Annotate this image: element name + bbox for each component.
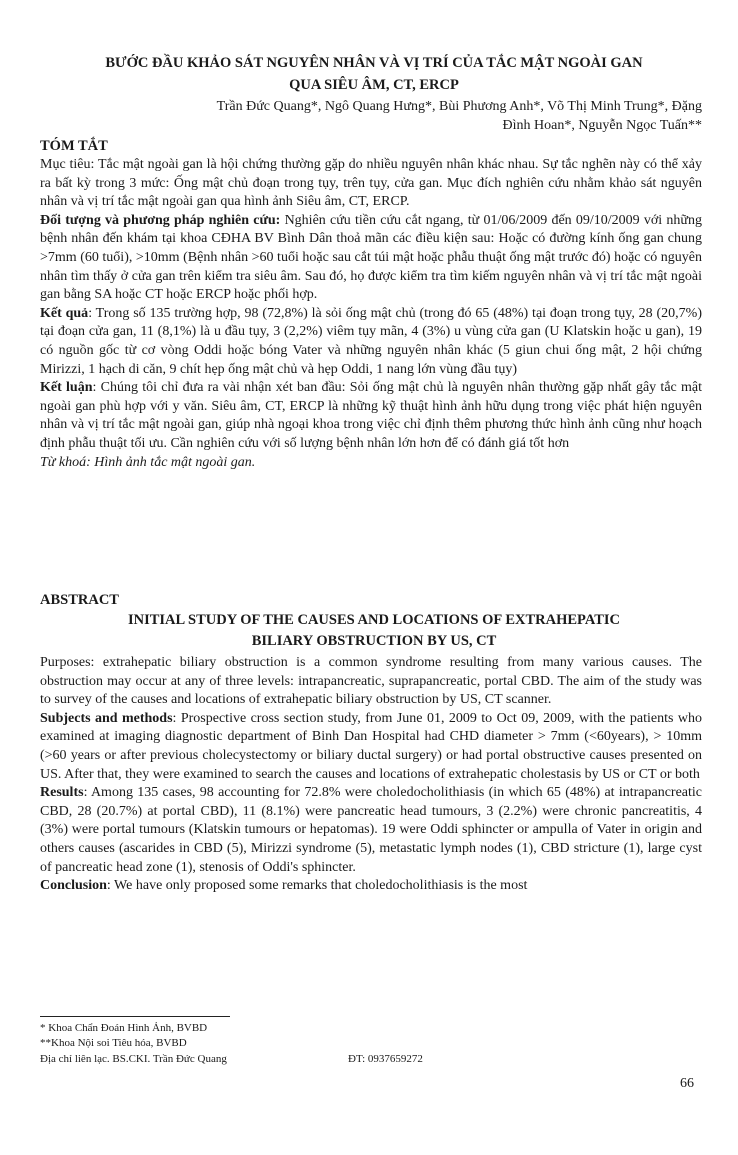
en-abstract-body <box>40 654 702 896</box>
page-number: 66 <box>680 1076 694 1091</box>
en-methods-lead: Subjects and methods <box>40 710 173 726</box>
en-methods-paragraph <box>40 710 702 784</box>
vn-abstract-heading: TÓM TẮT <box>40 138 108 154</box>
vn-conclusion-lead: Kết luận <box>40 380 93 396</box>
footnote-1: * Khoa Chẩn Đoán Hình Ảnh, BVBD <box>40 1022 208 1034</box>
paper-title <box>40 52 708 96</box>
vn-abstract-body <box>40 156 702 472</box>
vn-methods-text: Nghiên cứu tiền cứu cắt ngang, từ 01/06/2009 đến 09/10/2009 với những bệnh nhân đến khám tại khoa CĐHA BV Bình Dân thoả mãn các điều kiện sau: Hoặc có đường kính ống gan chung >7mm (60 tuổi), >10mm (Bệnh nhân >60 tuổi hoặc sau cắt túi mật hoặc phẫu thuật ống mật trước đó) hoặc có nguyên nhân tìm thấy ở cửa gan trên kiểm tra siêu âm. Sau đó, họ được kiểm tra tìm kiếm nguyên nhân và vị trí tắc mật ngoài gan bằng SA hoặc CT hoặc ERCP hoặc phối hợp. <box>40 212 702 303</box>
author-list <box>40 97 702 135</box>
en-results-lead: Results <box>40 785 84 801</box>
vn-purpose-paragraph: Mục tiêu: Tắc mật ngoài gan là hội chứng thường gặp do nhiều nguyên nhân khác nhau. Sự tắc nghẽn này có thể xảy ra bất kỳ trong 3 mức: Ống mật chủ đoạn trong tụy, trên tụy, cửa gan. Mục đích nghiên cứu nhằm khảo sát nguyên nhân và vị trí tắc mật ngoài gan qua hình ảnh Siêu âm, CT, ERCP. <box>40 157 702 210</box>
en-results-text: : Among 135 cases, 98 accounting for 72.8% were choledocholithiasis (in which 65 (48%) at intrapancreatic CBD, 28 (20.7%) at portal CBD), 11 (8.1%) were pancreatic head tumours, 3 (2.2%) were chronic pancreatitis, 4 (3%) were portal tumours (Klatskin tumours or hepatomas). 19 were Oddi sphincter or ampulla of Vater in origin and others causes (ascarides in CBD (5), Mirizzi syndrome (5), metastatic lymph nodes (1), CBD stricture (1), large cyst of pancreatic head zone (1), stenosis of Oddi's sphincter. <box>40 785 702 875</box>
en-methods-text: : Prospective cross section study, from June 01, 2009 to Oct 09, 2009, with the patients who examined at imaging diagnostic department of Binh Dan Hospital had CHD diameter > 7mm (<60years), > 10mm (>60 years or after previous cholecystectomy or biliary ductal surgery) or had portal obstructive causes presented on US. After that, they were examined to search the causes and locations of extrahepatic cholestasis by US or CT or both <box>40 710 702 782</box>
contact-address: Địa chỉ liên lạc. BS.CKI. Trần Đức Quang <box>40 1053 227 1065</box>
paper-title-line1: BƯỚC ĐẦU KHẢO SÁT NGUYÊN NHÂN VÀ VỊ TRÍ CỦA TẮC MẬT NGOÀI GAN <box>105 55 643 71</box>
vn-conclusion-paragraph <box>40 379 702 453</box>
en-conclusion-lead: Conclusion <box>40 878 107 894</box>
footnote-2: **Khoa Nội soi Tiêu hóa, BVBD <box>40 1037 187 1049</box>
author-line2: Đình Hoan*, Nguyễn Ngọc Tuấn** <box>502 118 702 133</box>
footnote-contact <box>40 1052 702 1067</box>
en-title-line2: BILIARY OBSTRUCTION BY US, CT <box>251 633 497 649</box>
vn-methods-lead: Đối tượng và phương pháp nghiên cứu: <box>40 212 281 228</box>
vn-conclusion-text: : Chúng tôi chỉ đưa ra vài nhận xét ban đầu: Sỏi ống mật chủ là nguyên nhân thường gặp nhất gây tắc mật ngoài gan phù hợp với y văn. Siêu âm, CT, ERCP là những kỹ thuật hình ảnh hữu dụng trong việc phát hiện nguyên nhân và vị trí tắc mật ngoài gan, giúp nhà ngoại khoa trong việc chỉ định thêm phương thức hình ảnh cũng như hoạch định phẫu thuật tối ưu. Cần nghiên cứu với số lượng bệnh nhân lớn hơn để có đánh giá tốt hơn <box>40 380 702 451</box>
en-conclusion-paragraph <box>40 877 702 896</box>
en-abstract-heading: ABSTRACT <box>40 592 119 608</box>
en-conclusion-text: : We have only proposed some remarks that choledocholithiasis is the most <box>106 878 528 894</box>
paper-title-line2: QUA SIÊU ÂM, CT, ERCP <box>289 77 459 93</box>
vn-results-text: : Trong số 135 trường hợp, 98 (72,8%) là sỏi ống mật chủ (trong đó 65 (48%) tại đoạn trong tụy, 28 (20,7%) tại đoạn cửa gan, 11 (8,1%) là u đầu tụy, 3 (2,2%) viêm tụy mãn, 4 (3%) u vùng cửa gan (U Klatskin hoặc u gan), 19 có nguồn gốc từ cơ vòng Oddi hoặc bóng Vater và những nguyên nhân khác (5 giun chui ống mật, 2 hội chứng Mirizzi, 1 hạch di căn, 9 chít hẹp ống mật chủ và hẹp Oddi, 1 nang lớn vùng đầu tụy) <box>40 305 702 377</box>
vn-keywords: Từ khoá: Hình ảnh tắc mật ngoài gan. <box>40 454 256 470</box>
footnote-divider <box>40 1016 230 1017</box>
vn-results-lead: Kết quả <box>40 305 89 321</box>
vn-methods-paragraph <box>40 212 702 305</box>
vn-results-paragraph <box>40 305 702 379</box>
en-purpose-paragraph: Purposes: extrahepatic biliary obstruction is a common syndrome resulting from many various causes. The obstruction may occur at any of three levels: intrapancreatic, suprapancreatic, portal CBD. The aim of the study was to survey of the causes and locations of extrahepatic biliary obstruction by US, CT scanner. <box>40 655 702 708</box>
en-results-paragraph <box>40 784 702 877</box>
en-title <box>40 610 708 652</box>
contact-phone: ĐT: 0937659272 <box>348 1053 423 1065</box>
author-line1: Trần Đức Quang*, Ngô Quang Hưng*, Bùi Phương Anh*, Võ Thị Minh Trung*, Đặng <box>216 99 702 114</box>
en-title-line1: INITIAL STUDY OF THE CAUSES AND LOCATIONS OF EXTRAHEPATIC <box>127 612 621 628</box>
